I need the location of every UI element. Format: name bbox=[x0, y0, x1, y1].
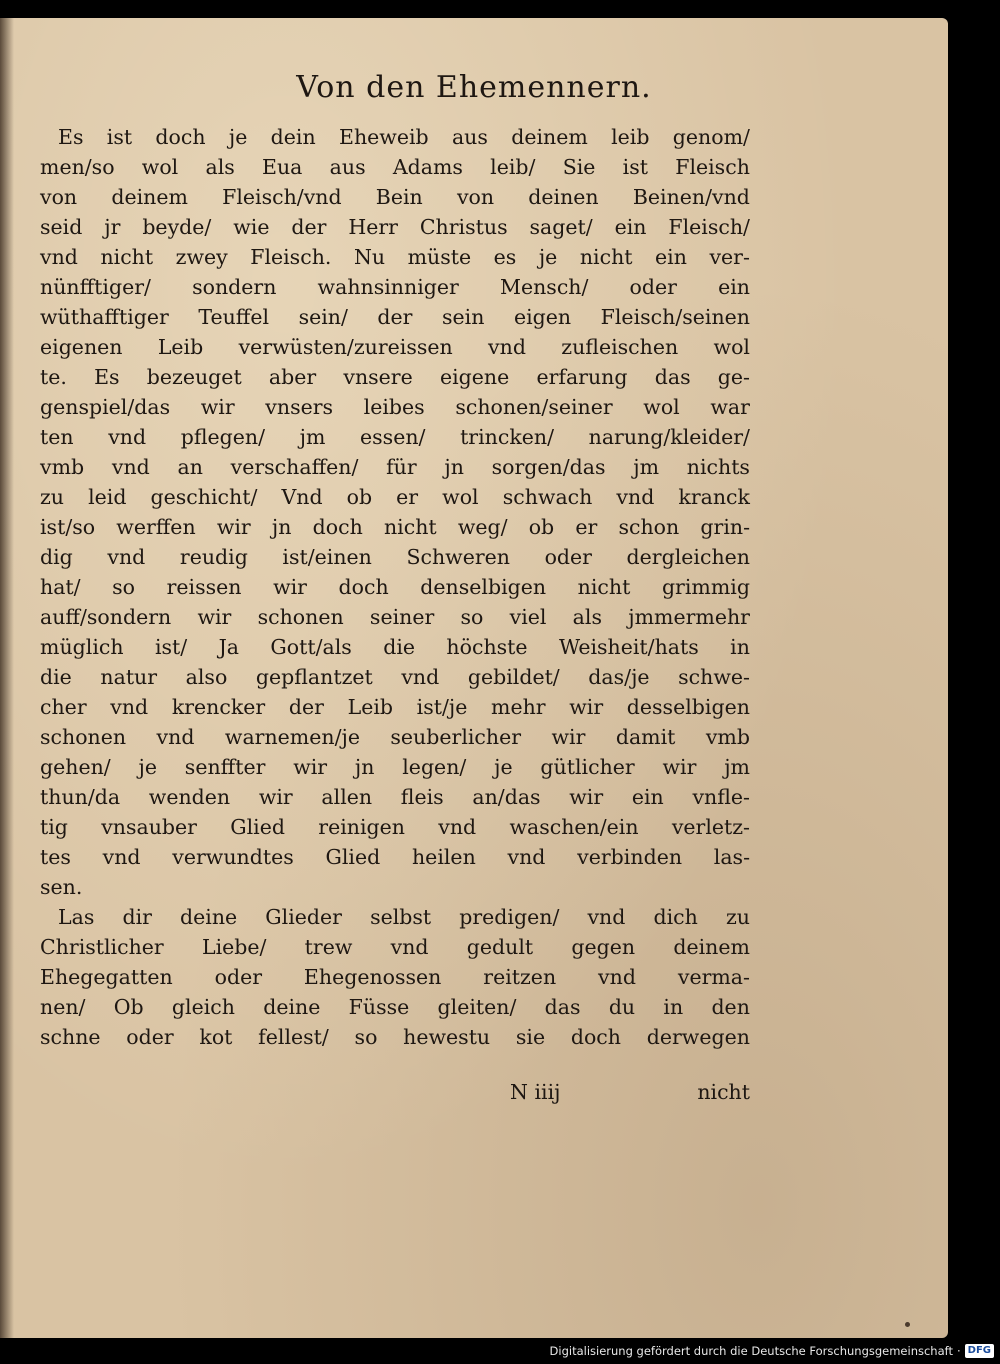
text-line: Ehegegatten oder Ehegenossen reitzen vnd verma- bbox=[40, 965, 750, 989]
text-line: seid jr beyde/ wie der Herr Christus saget/ ein Fleisch/ bbox=[40, 215, 750, 239]
text-line: nen/ Ob gleich deine Füsse gleiten/ das du in den bbox=[40, 995, 750, 1019]
text-line: nünfftiger/ sondern wahnsinniger Mensch/ oder ein bbox=[40, 275, 750, 299]
text-line: wüthafftiger Teuffel sein/ der sein eigen Fleisch/seinen bbox=[40, 305, 750, 329]
text-line: die natur also gepflantzet vnd gebildet/ das/je schwe- bbox=[40, 665, 750, 689]
page-foot bbox=[40, 1080, 750, 1110]
running-head: Von den Ehemennern. bbox=[296, 70, 652, 105]
text-line: men/so wol als Eua aus Adams leib/ Sie ist Fleisch bbox=[40, 155, 750, 179]
text-line: Las dir deine Glieder selbst predigen/ vnd dich zu bbox=[58, 905, 750, 929]
signature-mark: N iiij bbox=[510, 1080, 561, 1104]
text-line: müglich ist/ Ja Gott/als die höchste Weisheit/hats in bbox=[40, 635, 750, 659]
text-line: hat/ so reissen wir doch denselbigen nicht grimmig bbox=[40, 575, 750, 599]
paper-speck bbox=[905, 1322, 910, 1327]
text-line: cher vnd krencker der Leib ist/je mehr wir desselbigen bbox=[40, 695, 750, 719]
text-line: schne oder kot fellest/ so hewestu sie doch derwegen bbox=[40, 1025, 750, 1049]
dfg-logo: DFG bbox=[965, 1344, 994, 1358]
text-line: von deinem Fleisch/vnd Bein von deinen Beinen/vnd bbox=[40, 185, 750, 209]
text-line: ist/so werffen wir jn doch nicht weg/ ob er schon grin- bbox=[40, 515, 750, 539]
text-line: eigenen Leib verwüsten/zureissen vnd zufleischen wol bbox=[40, 335, 750, 359]
text-line: tes vnd verwundtes Glied heilen vnd verbinden las- bbox=[40, 845, 750, 869]
text-line: zu leid geschicht/ Vnd ob er wol schwach vnd kranck bbox=[40, 485, 750, 509]
text-line: sen. bbox=[40, 875, 83, 899]
text-line: thun/da wenden wir allen fleis an/das wir ein vnfle- bbox=[40, 785, 750, 809]
text-line: dig vnd reudig ist/einen Schweren oder dergleichen bbox=[40, 545, 750, 569]
text-line: tig vnsauber Glied reinigen vnd waschen/ein verletz- bbox=[40, 815, 750, 839]
text-line: genspiel/das wir vnsers leibes schonen/seiner wol war bbox=[40, 395, 750, 419]
catchword: nicht bbox=[697, 1080, 750, 1104]
credit-text: Digitalisierung gefördert durch die Deutsche Forschungsgemeinschaft bbox=[549, 1344, 953, 1358]
text-line: schonen vnd warnemen/je seuberlicher wir damit vmb bbox=[40, 725, 750, 749]
text-line: Es ist doch je dein Eheweib aus deinem leib genom/ bbox=[58, 125, 750, 149]
text-line: ten vnd pflegen/ jm essen/ trincken/ narung/kleider/ bbox=[40, 425, 750, 449]
body-text bbox=[40, 122, 750, 1052]
text-line: vmb vnd an verschaffen/ für jn sorgen/das jm nichts bbox=[40, 455, 750, 479]
text-line: vnd nicht zwey Fleisch. Nu müste es je nicht ein ver- bbox=[40, 245, 750, 269]
text-line: auff/sondern wir schonen seiner so viel als jmmermehr bbox=[40, 605, 750, 629]
text-line: Christlicher Liebe/ trew vnd gedult gegen deinem bbox=[40, 935, 750, 959]
text-line: gehen/ je senffter wir jn legen/ je gütlicher wir jm bbox=[40, 755, 750, 779]
digitization-credit: Digitalisierung gefördert durch die Deutsche Forschungsgemeinschaft · DFG bbox=[550, 1342, 994, 1360]
book-page bbox=[0, 18, 948, 1338]
text-line: te. Es bezeuget aber vnsere eigene erfarung das ge- bbox=[40, 365, 750, 389]
page-gutter-shadow bbox=[0, 18, 14, 1338]
